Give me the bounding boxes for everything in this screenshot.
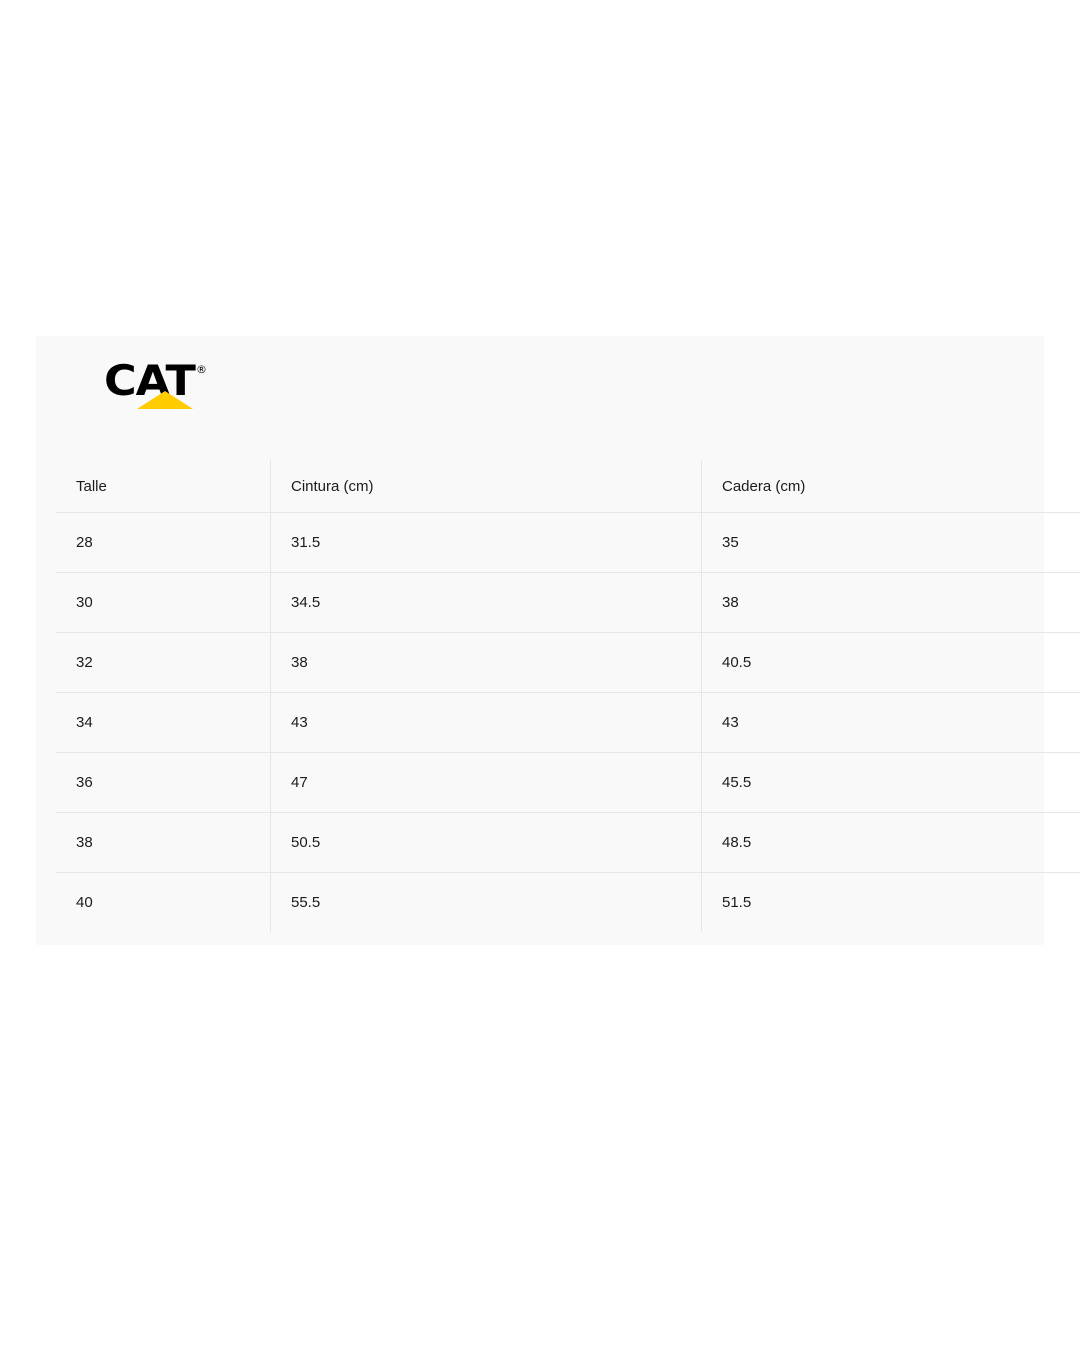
table-row — [56, 693, 1080, 753]
cell-talle: 40 — [56, 873, 271, 933]
registered-trademark-icon: ® — [196, 363, 207, 376]
cell-cadera: 40.5 — [702, 633, 1080, 693]
size-guide-panel — [36, 336, 1044, 945]
cat-triangle-icon — [137, 391, 193, 409]
brand-logo — [104, 356, 224, 416]
cell-cintura: 55.5 — [271, 873, 702, 933]
table-row — [56, 573, 1080, 633]
cell-talle: 32 — [56, 633, 271, 693]
size-chart-table — [56, 460, 1080, 932]
cell-cadera: 51.5 — [722, 894, 752, 911]
column-header-cadera: Cadera (cm) — [702, 460, 1080, 513]
cell-cintura: 47 — [271, 753, 702, 813]
table-row — [56, 633, 1080, 693]
cell-talle: 28 — [56, 513, 271, 573]
cell-cadera: 48.5 — [702, 813, 1080, 873]
cell-cintura: 34.5 — [271, 573, 702, 633]
cell-cintura: 31.5 — [271, 513, 702, 573]
cell-cintura: 43 — [271, 693, 702, 753]
cat-logo — [104, 356, 216, 416]
table-header-row — [56, 460, 1080, 513]
table-row — [56, 813, 1080, 873]
column-header-cintura: Cintura (cm) — [271, 460, 702, 513]
cell-cadera: 35 — [702, 513, 1080, 573]
cell-talle: 30 — [56, 573, 271, 633]
cell-talle: 36 — [56, 753, 271, 813]
table-row — [56, 753, 1080, 813]
cell-cadera: 38 — [702, 573, 1080, 633]
cell-cintura: 50.5 — [271, 813, 702, 873]
cell-talle: 34 — [56, 693, 271, 753]
cell-cintura: 38 — [271, 633, 702, 693]
column-header-talle: Talle — [56, 460, 271, 513]
cell-cadera: 45.5 — [702, 753, 1080, 813]
cell-cadera: 43 — [702, 693, 1080, 753]
table-row — [56, 873, 1080, 933]
cell-talle: 38 — [56, 813, 271, 873]
cat-wordmark: CAT — [104, 356, 195, 405]
table-row — [56, 513, 1080, 573]
